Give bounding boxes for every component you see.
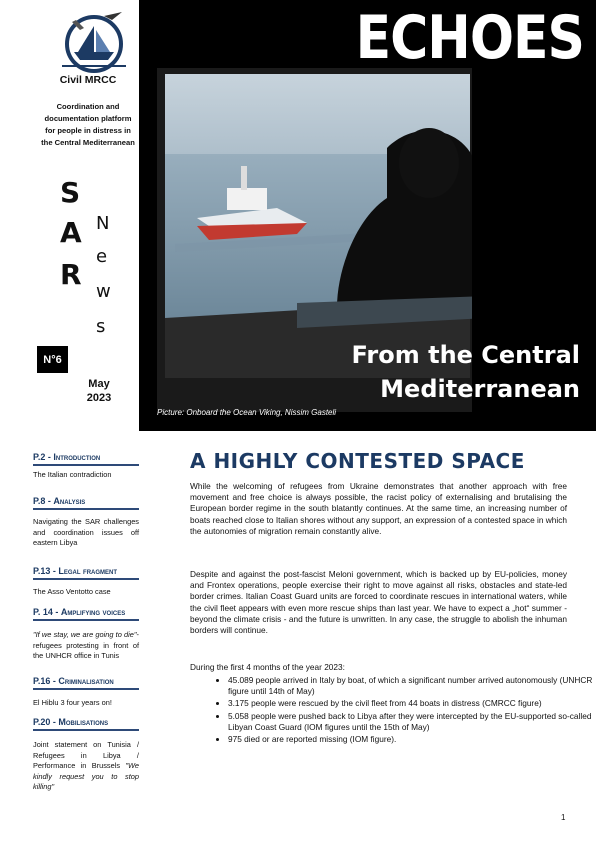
issue-year: 2023 xyxy=(86,392,112,404)
photo-caption: Picture: Onboard the Ocean Viking, Nissim Gasteli xyxy=(157,408,337,417)
civil-mrcc-logo xyxy=(52,8,127,74)
cover-headline-line1: From the Central xyxy=(351,341,580,369)
article-title: A HIGHLY CONTESTED SPACE xyxy=(190,449,525,473)
cover-headline-line2: Mediterranean xyxy=(380,375,580,403)
news-letter-w: w xyxy=(96,281,111,302)
issue-month: May xyxy=(88,378,110,390)
sar-letter-s: S xyxy=(60,176,81,209)
list-item: • 3.175 people were rescued by the civil fleet from 44 boats in distress (CMRCC figure) xyxy=(228,698,596,709)
article-paragraph: While the welcoming of refugees from Ukraine demonstrates that another approach with free movement and free choice is always possible, the racist policy of externalising and brutalising the European border regime in the south blatantly continues. At the same time, an increasing number of boats reached close to Italian shores without any support, an expression of a contested space in which the autonomies of migration remain constantly alive. xyxy=(190,481,567,536)
toc-heading-analysis: P.8 - Analysis xyxy=(33,496,139,510)
toc-entry-legal-fragment: The Asso Ventotto case xyxy=(33,587,111,596)
cover-headline xyxy=(352,338,580,406)
toc-heading-legal-fragment: P.13 - Legal fragment xyxy=(33,566,139,580)
article-paragraph: Despite and against the post-fascist Meloni government, which is backed up by EU-policies, money and Frontex operations, people exercise their right to move against all risks, obstacles and state-led border crimes. Italian Coast Guard units are forced to coordinate rescues in international waters, while the civil fleet appears with even more rescue ships than last year. We have to expect a „hot“ summer - beyond the climate crisis - and the future is unwritten. In any case, the struggle to abolish the inhuman borders will continue. xyxy=(190,569,567,636)
sar-letter-r: R xyxy=(60,258,82,291)
list-item: • 5.058 people were pushed back to Libya after they were intercepted by the EU-supported so-called Libyan Coast Guard (IOM figures until the 15th of May) xyxy=(228,711,596,733)
list-item: • 45.089 people arrived in Italy by boat, of which a significant number arrived autonomously (UNHCR figure until 14th of May) xyxy=(228,675,596,697)
news-letter-s: s xyxy=(96,316,106,337)
toc-heading-criminalisation: P.16 - Criminalisation xyxy=(33,676,139,690)
org-name: Civil MRCC xyxy=(59,74,117,86)
page-number: 1 xyxy=(561,813,566,822)
toc-entry-criminalisation: El Hiblu 3 four years on! xyxy=(33,698,112,707)
article-paragraph: During the first 4 months of the year 2023: xyxy=(190,662,345,672)
toc-heading-introduction: P.2 - Introduction xyxy=(33,452,139,466)
statistics-list xyxy=(200,675,596,746)
toc-entry-mobilisations: Joint statement on Tunisia / Refugees in Libya / Performance in Brussels "We kindly request you to stop killing" xyxy=(33,740,139,791)
issue-date xyxy=(72,377,126,405)
org-tagline: Coordination and documentation platform for people in distress in the Central Mediterranean xyxy=(41,102,135,147)
issue-number: N°6 xyxy=(37,346,68,373)
news-letter-n: N xyxy=(96,213,110,234)
toc-heading-amplifying-voices: P. 14 - Amplifying voices xyxy=(33,607,139,621)
sar-letter-a: A xyxy=(60,216,82,249)
newsletter-title: ECHOES xyxy=(355,4,584,73)
news-letter-e: e xyxy=(96,246,108,267)
toc-entry-amplifying-voices: "If we stay, we are going to die"- refugees protesting in front of the UNHCR office in Tunis xyxy=(33,630,139,660)
toc-heading-mobilisations: P.20 - Mobilisations xyxy=(33,717,139,731)
toc-entry-analysis: Navigating the SAR challenges and coordination issues off eastern Libya xyxy=(33,517,139,547)
toc-entry-introduction: The Italian contradiction xyxy=(33,470,112,479)
list-item: • 975 died or are reported missing (IOM figure). xyxy=(228,734,596,745)
